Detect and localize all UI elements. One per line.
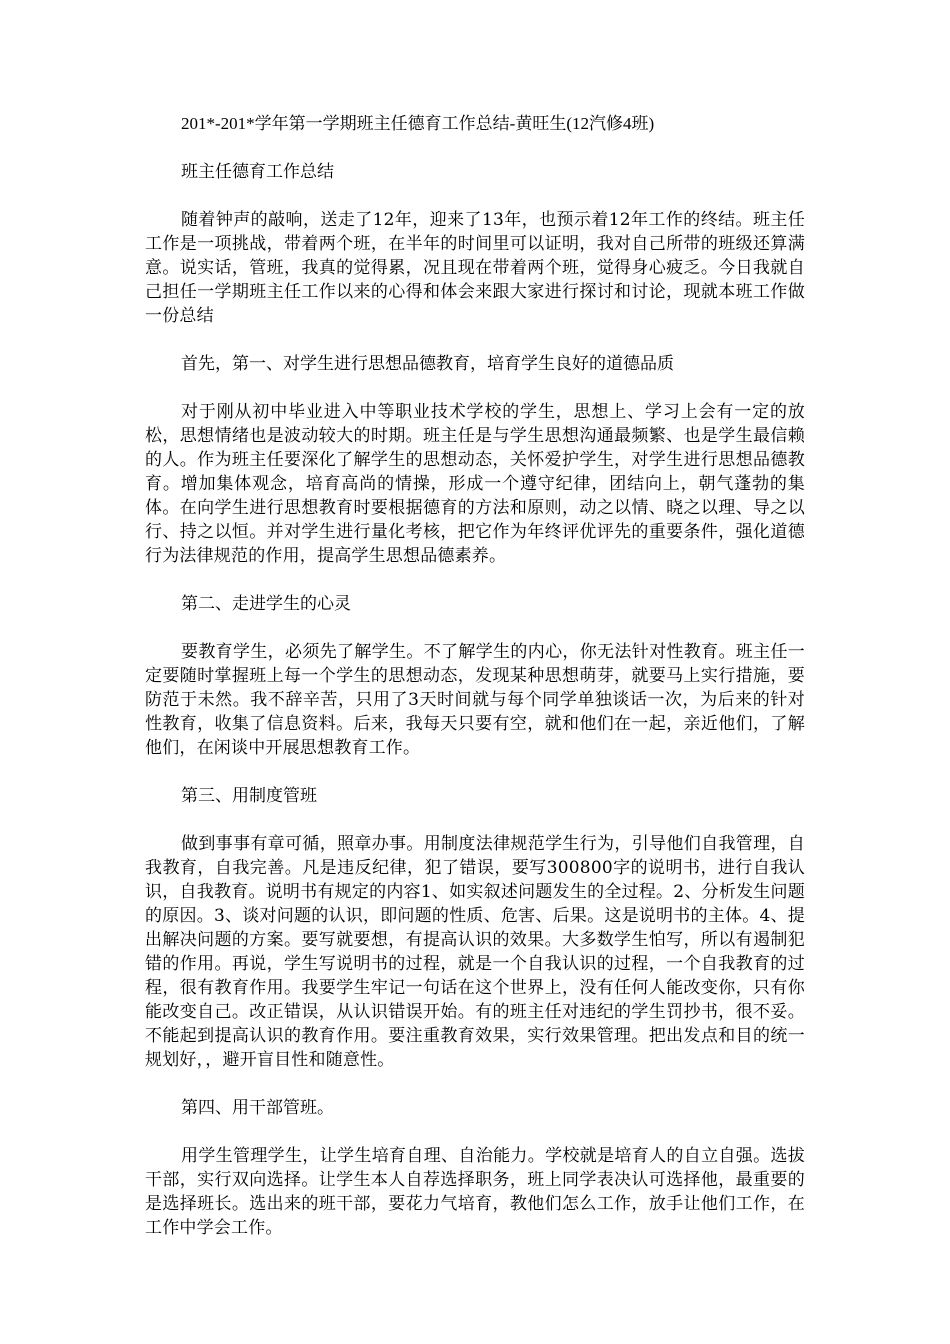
section-heading: 第四、用干部管班。 <box>181 1098 334 1118</box>
section-paragraph: 用学生管理学生，让学生培育自理、自治能力。学校就是培育人的自立自强。选拔干部，实行双向选择。让学生本人自荐选择职务，班上同学表决认可选择他，最重要的是选择班长。选出来的班干部，要花力气培育，教他们怎么工作，放手让他们工作，在工作中学会工作。 <box>145 1146 805 1238</box>
section-paragraph: 做到事事有章可循，照章办事。用制度法律规范学生行为，引导他们自我管理，自我教育，自我完善。凡是违反纪律，犯了错误，要写300800字的说明书，进行自我认识，自我教育。说明书有规定的内容1、如实叙述问题发生的全过程。2、分析发生问题的原因。3、谈对问题的认识，即问题的性质、危害、后果。这是说明书的主体。4、提出解决问题的方案。要写就要想，有提高认识的效果。大多数学生怕写，所以有遏制犯错的作用。再说，学生写说明书的过程，就是一个自我认识的过程，一个自我教育的过程，很有教育作用。我要学生牢记一句话在这个世界上，没有任何人能改变你，只有你能改变自己。改正错误，从认识错误开始。有的班主任对违纪的学生罚抄书，很不妥。不能起到提高认识的教育作用。要注重教育效果，实行效果管理。把出发点和目的统一规划好，，避开盲目性和随意性。 <box>145 834 805 1070</box>
section-heading: 首先，第一、对学生进行思想品德教育，培育学生良好的道德品质 <box>181 354 674 374</box>
section-paragraph: 对于刚从初中毕业进入中等职业技术学校的学生，思想上、学习上会有一定的放松，思想情绪也是波动较大的时期。班主任是与学生思想沟通最频繁、也是学生最信赖的人。作为班主任要深化了解学生的思想动态，关怀爱护学生，对学生进行思想品德教育。增加集体观念，培育高尚的情操，形成一个遵守纪律，团结向上，朝气蓬勃的集体。在向学生进行思想教育时要根据德育的方法和原则，动之以情、晓之以理、导之以行、持之以恒。并对学生进行量化考核，把它作为年终评优评先的重要条件，强化道德行为法律规范的作用，提高学生思想品德素养。 <box>145 402 805 566</box>
intro-paragraph: 随着钟声的敲响，送走了12年，迎来了13年，也预示着12年工作的终结。班主任工作是一项挑战，带着两个班，在半年的时间里可以证明，我对自己所带的班级还算满意。说实话，管班，我真的觉得累，况且现在带着两个班，觉得身心疲乏。今日我就自己担任一学期班主任工作以来的心得和体会来跟大家进行探讨和讨论，现就本班工作做一份总结 <box>145 210 805 326</box>
document-subtitle: 班主任德育工作总结 <box>181 162 334 182</box>
document-body <box>145 112 805 1264</box>
section-heading: 第三、用制度管班 <box>181 786 317 806</box>
section-paragraph: 要教育学生，必须先了解学生。不了解学生的内心，你无法针对性教育。班主任一定要随时掌握班上每一个学生的思想动态，发现某种思想萌芽，就要马上实行措施，要防范于未然。我不辞辛苦，只用了3天时间就与每个同学单独谈话一次，为后来的针对性教育，收集了信息资料。后来，我每天只要有空，就和他们在一起，亲近他们，了解他们，在闲谈中开展思想教育工作。 <box>145 642 805 758</box>
document-title: 201*-201*学年第一学期班主任德育工作总结-黄旺生(12汽修4班) <box>181 114 655 133</box>
section-heading: 第二、走进学生的心灵 <box>181 594 351 614</box>
